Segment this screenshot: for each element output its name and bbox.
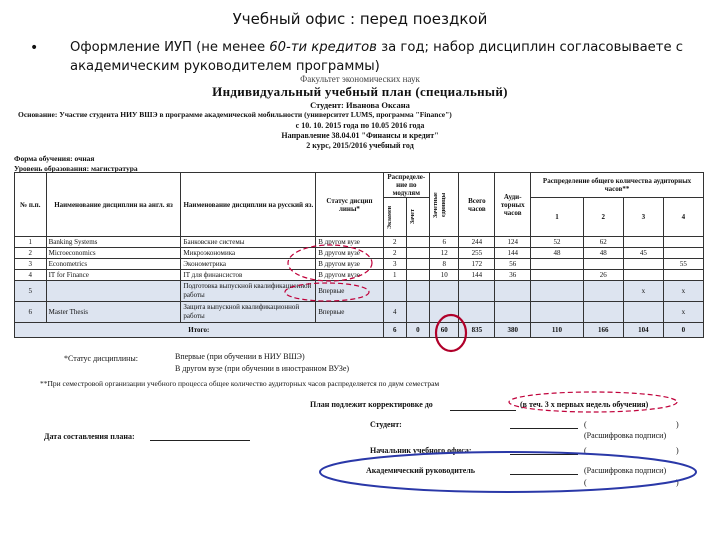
header-exam-text: Экзамен <box>386 205 393 229</box>
header-test <box>406 198 429 237</box>
row-test <box>406 281 429 302</box>
row-exam: 4 <box>383 302 406 323</box>
office-head-line <box>510 446 578 455</box>
row-m2 <box>583 302 623 323</box>
row-m4: 55 <box>663 259 703 270</box>
faculty-name: Факультет экономических наук <box>300 74 420 84</box>
student-name: Студент: Иванова Оксана <box>310 100 410 110</box>
plan-table <box>14 172 704 338</box>
row-num: 4 <box>15 270 47 281</box>
student-signature-note: (Расшифровка подписи) <box>584 431 667 440</box>
header-credits-text: Зачетные единицы <box>433 191 447 218</box>
row-aud: 36 <box>495 270 531 281</box>
row-russian: Банковские системы <box>181 237 316 248</box>
study-direction: Направление 38.04.01 "Финансы и кредит" <box>281 131 439 140</box>
row-credits: 12 <box>430 248 459 259</box>
bullet-text-start: Оформление ИУП (не менее <box>70 40 270 55</box>
row-credits: 10 <box>430 270 459 281</box>
slide-title: Учебный офис : перед поездкой <box>232 10 488 28</box>
student-paren-open: ( <box>584 420 587 429</box>
row-status: В другом вузе <box>316 248 383 259</box>
total-credits: 60 <box>430 323 459 338</box>
header-module-4: 4 <box>663 198 703 237</box>
row-exam: 2 <box>383 248 406 259</box>
header-name-russian: Наименование дисциплин на русский яз. <box>181 173 316 237</box>
table-row <box>15 281 704 302</box>
education-level: Уровень образования: магистратура <box>14 164 138 173</box>
table-row <box>15 248 704 259</box>
row-m1 <box>531 302 584 323</box>
row-m4: x <box>663 302 703 323</box>
row-russian: Эконометрика <box>181 259 316 270</box>
correction-hint: (в теч. 3 х первых недель обучения) <box>520 400 649 409</box>
row-credits: 6 <box>430 237 459 248</box>
row-m2: 26 <box>583 270 623 281</box>
row-aud: 144 <box>495 248 531 259</box>
office-paren-open: ( <box>584 446 587 455</box>
row-m4: x <box>663 281 703 302</box>
row-status: В другом вузе <box>316 270 383 281</box>
total-m2: 166 <box>583 323 623 338</box>
row-m3 <box>623 237 663 248</box>
row-aud <box>495 281 531 302</box>
row-m3 <box>623 259 663 270</box>
study-period: с 10. 10. 2015 года по 10.05 2016 года <box>295 121 425 130</box>
header-test-text: Зачет <box>409 209 416 225</box>
row-credits <box>430 302 459 323</box>
row-m3: x <box>623 281 663 302</box>
row-russian: Защита выпускной квалификационной работы <box>181 302 316 323</box>
student-signature-label: Студент: <box>370 420 402 429</box>
row-status: В другом вузе <box>316 259 383 270</box>
table-row <box>15 302 704 323</box>
row-status: В другом вузе <box>316 237 383 248</box>
study-form: Форма обучения: очная <box>14 154 95 163</box>
total-exam: 6 <box>383 323 406 338</box>
row-foreign: Banking Systems <box>46 237 181 248</box>
study-plan-document <box>10 72 710 532</box>
header-exam <box>383 198 406 237</box>
row-russian: IT для финансистов <box>181 270 316 281</box>
table-header-row <box>15 173 704 198</box>
student-paren-close: ) <box>676 420 679 429</box>
row-m3 <box>623 302 663 323</box>
row-russian: Подготовка выпускной квалификационной работы <box>181 281 316 302</box>
row-m2: 62 <box>583 237 623 248</box>
row-total: 244 <box>459 237 495 248</box>
row-m1: 52 <box>531 237 584 248</box>
table-row <box>15 259 704 270</box>
total-aud: 380 <box>495 323 531 338</box>
supervisor-paren-open: ( <box>584 478 587 487</box>
header-status: Статус дисцип лины* <box>316 173 383 237</box>
row-m2 <box>583 281 623 302</box>
total-m1: 110 <box>531 323 584 338</box>
row-foreign <box>46 281 181 302</box>
row-exam: 2 <box>383 237 406 248</box>
row-exam: 1 <box>383 270 406 281</box>
row-exam: 3 <box>383 259 406 270</box>
row-m1 <box>531 270 584 281</box>
row-foreign: Master Thesis <box>46 302 181 323</box>
row-m1 <box>531 281 584 302</box>
row-m1 <box>531 259 584 270</box>
total-m3: 104 <box>623 323 663 338</box>
header-total-hours: Всего часов <box>459 173 495 237</box>
row-test <box>406 237 429 248</box>
row-credits: 8 <box>430 259 459 270</box>
row-foreign: IT for Finance <box>46 270 181 281</box>
header-module-2: 2 <box>583 198 623 237</box>
row-aud: 124 <box>495 237 531 248</box>
row-exam <box>383 281 406 302</box>
row-foreign: Microeconomics <box>46 248 181 259</box>
table-row <box>15 270 704 281</box>
row-m4 <box>663 270 703 281</box>
row-total <box>459 302 495 323</box>
row-m4 <box>663 237 703 248</box>
row-test <box>406 270 429 281</box>
row-m1: 48 <box>531 248 584 259</box>
header-module-1: 1 <box>531 198 584 237</box>
correction-label: План подлежит корректировке до <box>310 400 433 409</box>
date-line <box>150 432 250 441</box>
header-module-3: 3 <box>623 198 663 237</box>
row-test <box>406 248 429 259</box>
office-head-label: Начальник учебного офиса: <box>370 446 472 455</box>
row-total: 172 <box>459 259 495 270</box>
row-credits <box>430 281 459 302</box>
row-m4 <box>663 248 703 259</box>
total-hours: 835 <box>459 323 495 338</box>
row-status: Впервые <box>316 302 383 323</box>
row-num: 5 <box>15 281 47 302</box>
header-name-foreign: Наименование дисциплин на англ. яз <box>46 173 181 237</box>
semester-footnote: **При семестровой организации учебного процесса общее количество аудиторных часов распределяется по двум семестрам <box>40 379 440 388</box>
supervisor-paren-close: ) <box>676 478 679 487</box>
header-general: Распределение общего количества аудиторных часов** <box>531 173 704 198</box>
course-year: 2 курс, 2015/2016 учебный год <box>306 141 414 150</box>
supervisor-signature-note: (Расшифровка подписи) <box>584 466 667 475</box>
row-num: 1 <box>15 237 47 248</box>
status-footnote-other: В другом вузе (при обучении в иностранном ВУЗе) <box>175 364 350 373</box>
row-num: 3 <box>15 259 47 270</box>
row-test <box>406 259 429 270</box>
row-test <box>406 302 429 323</box>
table-row <box>15 237 704 248</box>
total-label: Итого: <box>15 323 384 338</box>
row-russian: Микроэкономика <box>181 248 316 259</box>
bullet-text-end: за год; набор дисциплин согласовываете с академическим руководителем программы) <box>70 40 684 74</box>
row-aud: 56 <box>495 259 531 270</box>
bullet-text-emphasis: 60-ти кредитов <box>269 40 377 55</box>
header-distribution: Распределе-ние по модулям <box>383 173 429 198</box>
bullet-marker: • <box>30 40 39 56</box>
header-num: № п.п. <box>15 173 47 237</box>
correction-date-line <box>450 402 516 411</box>
office-paren-close: ) <box>676 446 679 455</box>
bullet-text <box>70 38 710 76</box>
total-m4: 0 <box>663 323 703 338</box>
student-signature-line <box>510 420 578 429</box>
row-status: Впервые <box>316 281 383 302</box>
row-m3 <box>623 270 663 281</box>
date-label: Дата составления плана: <box>44 432 135 441</box>
header-aud-hours: Ауди-торных часов <box>495 173 531 237</box>
document-title: Индивидуальный учебный план (специальный) <box>212 84 508 99</box>
row-m2 <box>583 259 623 270</box>
row-total: 255 <box>459 248 495 259</box>
status-footnote-first: Впервые (при обучении в НИУ ВШЭ) <box>175 352 305 361</box>
row-aud <box>495 302 531 323</box>
header-credits <box>430 173 459 237</box>
row-m3: 45 <box>623 248 663 259</box>
row-foreign: Econometrics <box>46 259 181 270</box>
status-footnote-label: *Статус дисциплины: <box>64 354 139 363</box>
supervisor-label: Академический руководитель <box>366 466 475 475</box>
row-total: 144 <box>459 270 495 281</box>
row-num: 2 <box>15 248 47 259</box>
total-row <box>15 323 704 338</box>
row-m2: 48 <box>583 248 623 259</box>
row-total <box>459 281 495 302</box>
supervisor-line <box>510 466 578 475</box>
row-num: 6 <box>15 302 47 323</box>
basis-text: Основание: Участие студента НИУ ВШЭ в программе академической мобильности (университет LUMS, программа "Finance") <box>18 110 452 119</box>
total-test: 0 <box>406 323 429 338</box>
